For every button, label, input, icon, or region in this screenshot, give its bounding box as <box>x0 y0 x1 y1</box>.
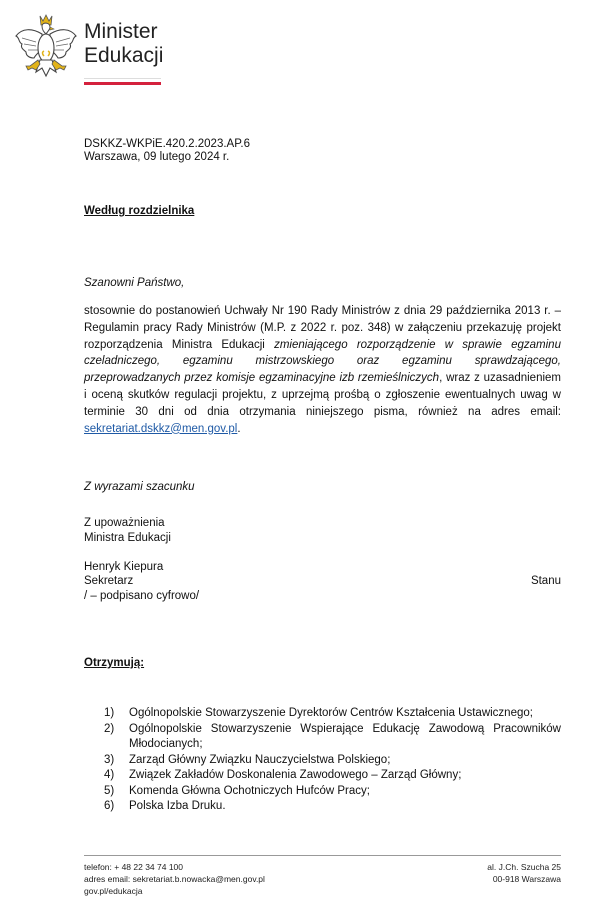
letter-body <box>84 303 561 437</box>
polish-flag-stripe <box>84 78 161 86</box>
footer-divider <box>84 855 561 856</box>
list-item-number: 4) <box>104 769 115 781</box>
addressee: Według rozdzielnika <box>84 205 195 217</box>
footer-website: gov.pl/edukacja <box>84 886 143 896</box>
ministry-name-line2: Edukacji <box>84 44 164 67</box>
list-item-number: 6) <box>104 800 115 812</box>
list-item-text: Zarząd Główny Związku Nauczycielstwa Polskiego; <box>129 753 391 766</box>
signer-title: Sekretarz <box>84 575 134 587</box>
list-item-text: Związek Zakładów Doskonalenia Zawodowego – Zarząd Główny; <box>129 769 462 781</box>
footer-phone: telefon: + 48 22 34 74 100 <box>84 862 184 872</box>
list-item-number: 5) <box>104 784 115 797</box>
list-item-number: 2) <box>104 722 115 735</box>
signature-note: / – podpisano cyfrowo/ <box>84 590 200 602</box>
list-item <box>104 753 561 769</box>
footer-address-line1: al. J.Ch. Szucha 25 <box>487 862 561 872</box>
list-item <box>104 799 561 815</box>
ministry-name <box>84 20 163 68</box>
footer-email: adres email: sekretariat.b.nowacka@men.gov.pl <box>84 874 265 884</box>
closing: Z wyrazami szacunku <box>84 481 195 493</box>
list-item-number: 3) <box>104 753 115 766</box>
list-item-text: Ogólnopolskie Stowarzyszenie Dyrektorów Centrów Kształcenia Ustawicznego; <box>129 707 533 719</box>
footer-address-line2: 00-918 Warszawa <box>492 874 561 884</box>
authorization-line1: Z upoważnienia <box>84 517 165 529</box>
recipients-list <box>104 706 561 815</box>
body-text-part2: , wraz z uzasadnieniem i oceną skutków regulacji projektu, z uprzejmą prośbą o zgłoszenie ewentualnych uwag w terminie 30 dni od dnia otrzymania niniejszego pisma, również na adres email: <box>84 372 562 418</box>
signer-name: Henryk Kiepura <box>84 561 164 573</box>
list-item <box>104 706 561 722</box>
list-item <box>104 768 561 784</box>
ministry-name-line1: Minister <box>84 20 158 43</box>
list-item-number: 1) <box>104 707 115 719</box>
signer-title-right: Stanu <box>530 575 561 587</box>
place-and-date: Warszawa, 09 lutego 2024 r. <box>84 151 230 163</box>
email-link[interactable]: sekretariat.dskkz@men.gov.pl <box>84 422 238 435</box>
list-item-text: Polska Izba Druku. <box>129 800 226 812</box>
body-text-part1: stosownie do postanowień Uchwały Nr 190 Rady Ministrów z dnia 29 października 2013 r. – Regulamin pracy Rady Ministrów (M.P. z 2022 r. poz. 348) w załączeniu przekazuję projekt rozporządzenia Ministra Edukacji <box>84 305 561 351</box>
body-text-italic: zmieniającego rozporządzenie w sprawie egzaminu czeladniczego, egzaminu mistrzowskiego oraz egzaminu sprawdzającego, przeprowadzanych przez komisje egzaminacyjne izb rzemieślniczych <box>84 338 561 385</box>
document-reference: DSKKZ-WKPiE.420.2.2023.AP.6 <box>84 138 250 150</box>
list-item-text: Komenda Główna Ochotniczych Hufców Pracy; <box>129 784 370 797</box>
list-item <box>104 784 561 800</box>
flag-red-stripe <box>84 82 161 85</box>
authorization-line2: Ministra Edukacji <box>84 532 171 544</box>
recipients-heading: Otrzymują: <box>84 657 145 669</box>
list-item-text: Ogólnopolskie Stowarzyszenie Wspierające Edukację Zawodową Pracowników Młodocianych; <box>129 722 561 750</box>
body-text-end: . <box>237 422 241 435</box>
polish-eagle-emblem-icon <box>14 14 78 86</box>
list-item <box>104 722 561 753</box>
salutation: Szanowni Państwo, <box>84 277 185 289</box>
